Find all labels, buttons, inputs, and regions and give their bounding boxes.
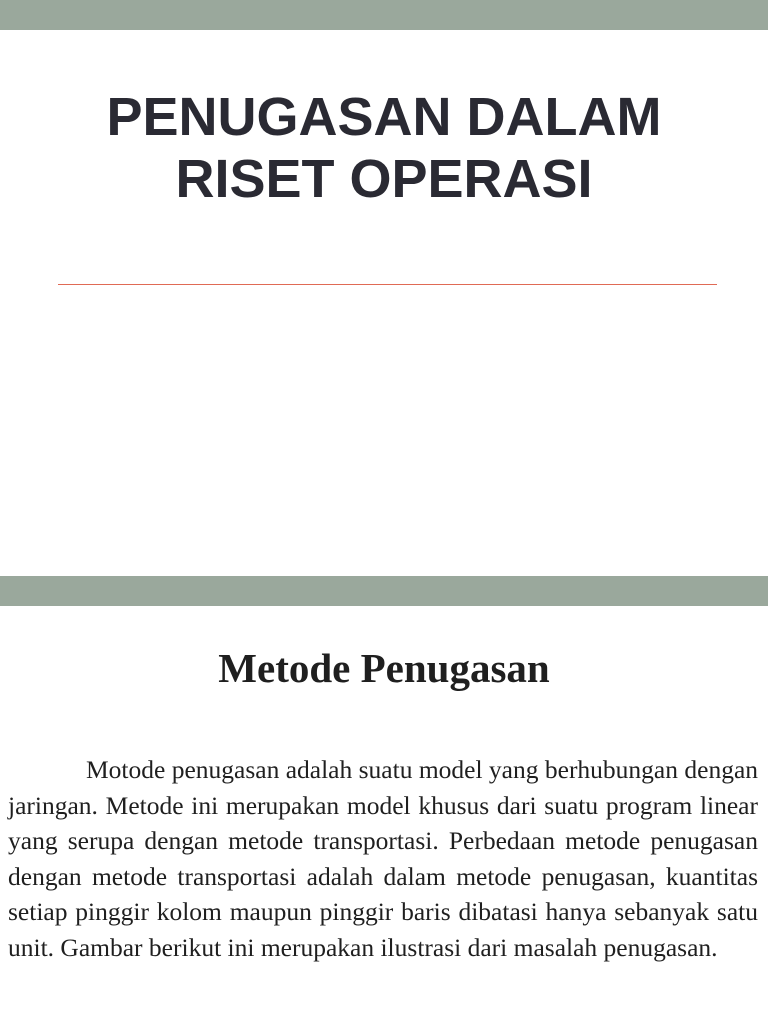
slide-title [0, 86, 768, 210]
title-divider [58, 284, 717, 285]
body-paragraph: Motode penugasan adalah suatu model yang berhubungan dengan jaringan. Metode ini merupakan model khusus dari suatu program linear yang serupa dengan metode transportasi. Perbedaan metode penugasan dengan metode transportasi adalah dalam metode penugasan, kuantitas setiap pinggir kolom maupun pinggir baris dibatasi hanya sebanyak satu unit. Gambar berikut ini merupakan ilustrasi dari masalah penugasan. [8, 755, 759, 962]
slide-title-line-2: RISET OPERASI [175, 149, 593, 209]
slide-separator-band [0, 576, 768, 606]
title-slide [0, 30, 768, 576]
content-slide [0, 606, 768, 1024]
section-heading: Metode Penugasan [218, 645, 550, 691]
slide-title-line-1: PENUGASAN DALAM [106, 87, 662, 147]
top-accent-band [0, 0, 768, 30]
